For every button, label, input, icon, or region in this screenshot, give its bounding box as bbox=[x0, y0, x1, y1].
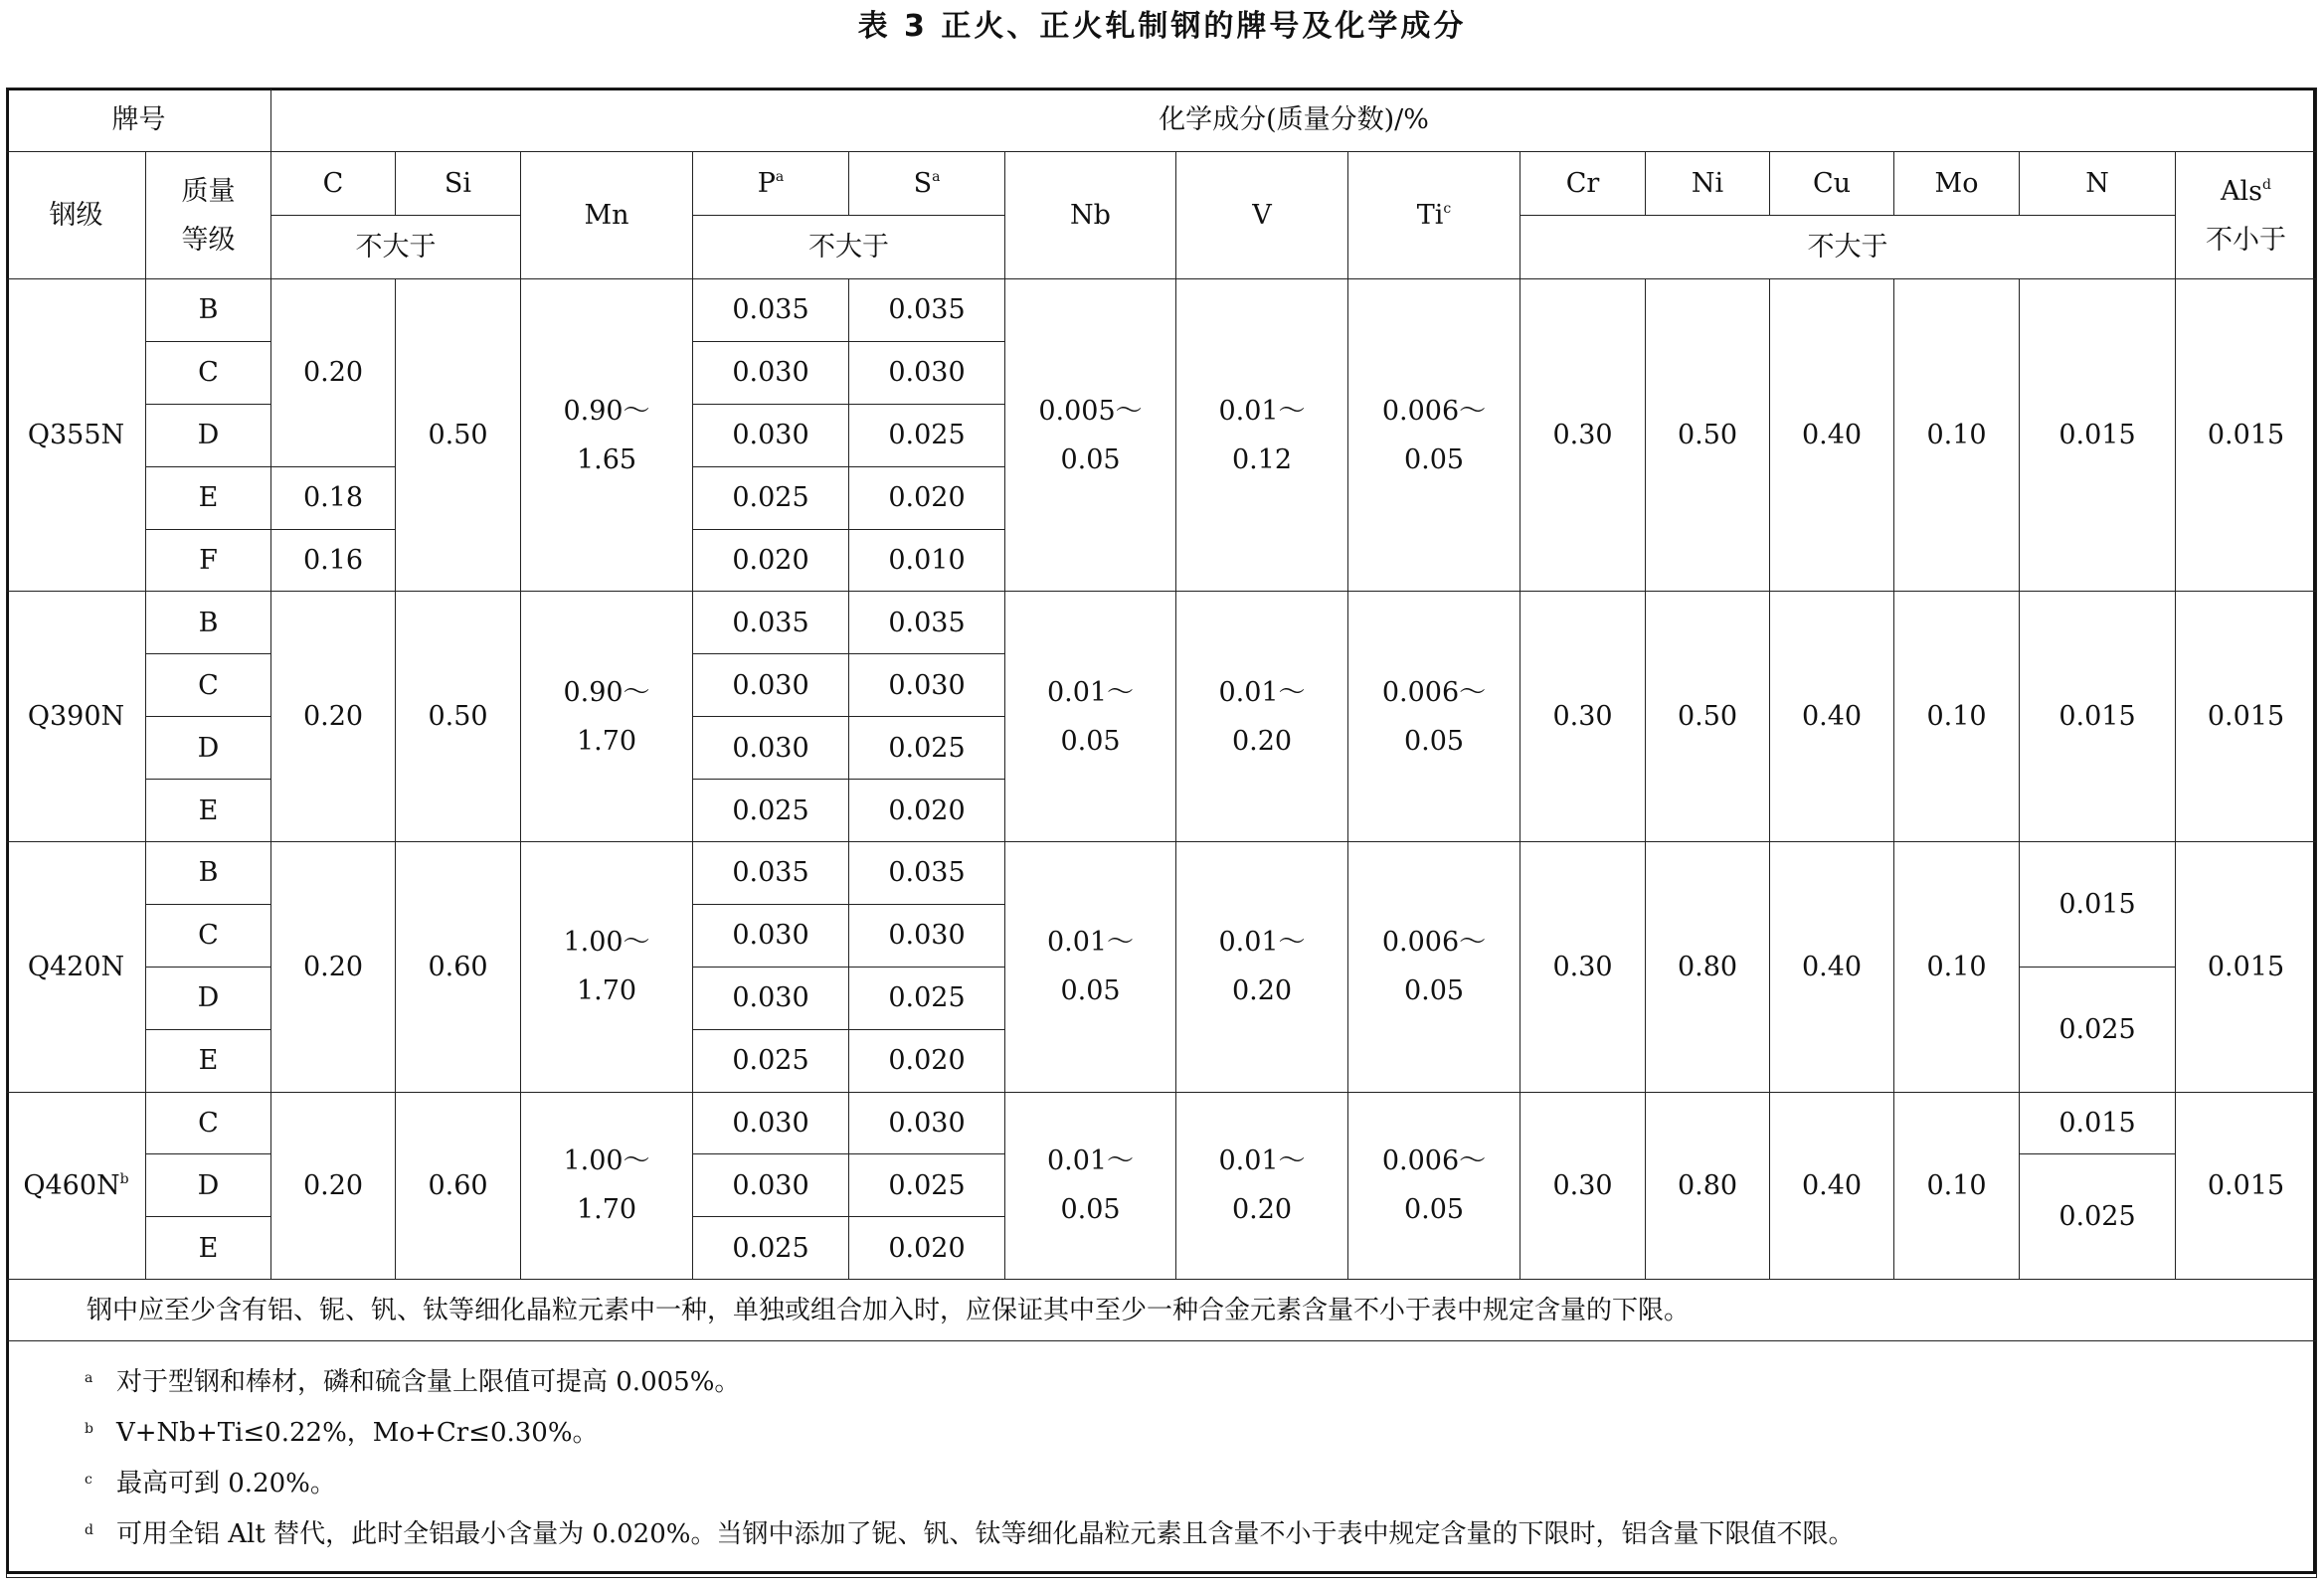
cr-cell: 0.30 bbox=[1520, 1092, 1646, 1280]
p-cell: 0.020 bbox=[693, 529, 849, 592]
p-cell: 0.030 bbox=[693, 654, 849, 717]
ni-cell: 0.50 bbox=[1646, 592, 1770, 842]
footnote-mark: c bbox=[85, 1472, 92, 1489]
mo-cell: 0.10 bbox=[1894, 592, 2020, 842]
mn-min: 0.90～ bbox=[563, 676, 650, 708]
ti-min: 0.006～ bbox=[1381, 676, 1487, 708]
p-cell: 0.030 bbox=[693, 404, 849, 466]
s-cell: 0.035 bbox=[849, 279, 1005, 342]
ti-cell bbox=[1348, 1092, 1520, 1280]
quality-grade-cell: D bbox=[146, 404, 271, 466]
quality-grade-cell: C bbox=[146, 341, 271, 404]
ti-max: 0.05 bbox=[1403, 1194, 1465, 1226]
si-cell: 0.60 bbox=[396, 842, 521, 1093]
als-cell: 0.015 bbox=[2176, 279, 2317, 592]
cu-cell: 0.40 bbox=[1770, 842, 1894, 1093]
cu-cell: 0.40 bbox=[1770, 279, 1894, 592]
p-cell: 0.030 bbox=[693, 904, 849, 967]
v-cell bbox=[1176, 279, 1348, 592]
mn-max: 1.65 bbox=[576, 443, 637, 475]
footnote-mark: a bbox=[85, 1370, 93, 1387]
ti-min: 0.006～ bbox=[1381, 927, 1487, 959]
footnote-d bbox=[85, 1509, 2316, 1560]
mn-min: 1.00～ bbox=[563, 927, 650, 959]
nb-min: 0.01～ bbox=[1046, 1145, 1135, 1177]
nb-cell bbox=[1005, 592, 1176, 842]
p-cell: 0.025 bbox=[693, 1029, 849, 1092]
cu-cell: 0.40 bbox=[1770, 1092, 1894, 1280]
header-s-text: S bbox=[913, 168, 933, 199]
header-cr: Cr bbox=[1520, 152, 1646, 216]
footnote-c bbox=[85, 1459, 2316, 1509]
ti-min: 0.006～ bbox=[1381, 395, 1487, 427]
c-cell: 0.16 bbox=[271, 529, 396, 592]
steel-grade-text: Q460N bbox=[23, 1169, 120, 1201]
cr-cell: 0.30 bbox=[1520, 842, 1646, 1093]
header-mo: Mo bbox=[1894, 152, 2020, 216]
chemical-composition-table bbox=[6, 88, 2317, 1578]
footnote-text: V+Nb+Ti≤0.22%，Mo+Cr≤0.30%。 bbox=[116, 1418, 599, 1449]
ti-max: 0.05 bbox=[1403, 975, 1465, 1007]
ti-max: 0.05 bbox=[1403, 725, 1465, 757]
header-ni: Ni bbox=[1646, 152, 1770, 216]
n-cell: 0.015 bbox=[2020, 842, 2176, 968]
table-row bbox=[7, 842, 2317, 905]
p-cell: 0.035 bbox=[693, 279, 849, 342]
header-als bbox=[2176, 152, 2317, 279]
header-p bbox=[693, 152, 849, 216]
v-min: 0.01～ bbox=[1218, 395, 1306, 427]
mn-min: 0.90～ bbox=[563, 395, 650, 427]
mn-cell bbox=[521, 279, 693, 592]
header-not-less: 不小于 bbox=[2206, 224, 2287, 256]
ti-min: 0.006～ bbox=[1381, 1145, 1487, 1177]
p-cell: 0.035 bbox=[693, 592, 849, 654]
header-cu: Cu bbox=[1770, 152, 1894, 216]
p-cell: 0.030 bbox=[693, 1154, 849, 1217]
s-cell: 0.025 bbox=[849, 717, 1005, 780]
steel-grade-cell: Q355N bbox=[7, 279, 146, 592]
header-p-text: P bbox=[757, 168, 776, 199]
footnote-b bbox=[85, 1408, 2316, 1459]
nb-min: 0.01～ bbox=[1046, 927, 1135, 959]
als-cell: 0.015 bbox=[2176, 1092, 2317, 1280]
header-row-2 bbox=[7, 152, 2317, 216]
c-cell: 0.20 bbox=[271, 1092, 396, 1280]
footnote-a bbox=[85, 1357, 2316, 1408]
mo-cell: 0.10 bbox=[1894, 279, 2020, 592]
s-cell: 0.035 bbox=[849, 592, 1005, 654]
nb-max: 0.05 bbox=[1060, 725, 1121, 757]
quality-grade-cell: D bbox=[146, 1154, 271, 1217]
n-cell: 0.015 bbox=[2020, 279, 2176, 592]
table-note: 钢中应至少含有铝、铌、钒、钛等细化晶粒元素中一种，单独或组合加入时，应保证其中至少一种合金元素含量不小于表中规定含量的下限。 bbox=[7, 1280, 2317, 1341]
c-cell: 0.20 bbox=[271, 279, 396, 467]
v-min: 0.01～ bbox=[1218, 1145, 1306, 1177]
p-cell: 0.030 bbox=[693, 967, 849, 1029]
header-row-1 bbox=[7, 88, 2317, 152]
nb-cell bbox=[1005, 279, 1176, 592]
p-cell: 0.035 bbox=[693, 842, 849, 905]
s-cell: 0.035 bbox=[849, 842, 1005, 905]
header-ti-text: Ti bbox=[1416, 200, 1444, 231]
header-quality-grade bbox=[146, 152, 271, 279]
quality-grade-cell: E bbox=[146, 1029, 271, 1092]
n-cell: 0.025 bbox=[2020, 1154, 2176, 1280]
ni-cell: 0.80 bbox=[1646, 842, 1770, 1093]
mn-max: 1.70 bbox=[576, 975, 637, 1007]
nb-max: 0.05 bbox=[1060, 975, 1121, 1007]
header-crn-not-greater: 不大于 bbox=[1520, 216, 2176, 279]
n-cell: 0.015 bbox=[2020, 592, 2176, 842]
s-cell: 0.020 bbox=[849, 1217, 1005, 1280]
footnote-text: 对于型钢和棒材，磷和硫含量上限值可提高 0.005%。 bbox=[116, 1367, 741, 1398]
steel-grade-cell: Q390N bbox=[7, 592, 146, 842]
s-cell: 0.020 bbox=[849, 1029, 1005, 1092]
mn-max: 1.70 bbox=[576, 1194, 637, 1226]
s-cell: 0.025 bbox=[849, 1154, 1005, 1217]
v-min: 0.01～ bbox=[1218, 676, 1306, 708]
table-title: 表 3 正火、正火轧制钢的牌号及化学成分 bbox=[857, 9, 1467, 44]
footnote-text: 可用全铝 Alt 替代，此时全铝最小含量为 0.020%。当钢中添加了铌、钒、钛等细化晶粒元素且含量不小于表中规定含量的下限时，铝含量下限值不限。 bbox=[116, 1519, 1855, 1550]
p-cell: 0.030 bbox=[693, 717, 849, 780]
header-n: N bbox=[2020, 152, 2176, 216]
mn-cell bbox=[521, 592, 693, 842]
si-cell: 0.60 bbox=[396, 1092, 521, 1280]
v-min: 0.01～ bbox=[1218, 927, 1306, 959]
n-cell: 0.015 bbox=[2020, 1092, 2176, 1154]
quality-grade-cell: E bbox=[146, 466, 271, 529]
footnote-ref-c: c bbox=[1443, 201, 1452, 217]
nb-cell bbox=[1005, 842, 1176, 1093]
als-cell: 0.015 bbox=[2176, 592, 2317, 842]
quality-grade-cell: E bbox=[146, 1217, 271, 1280]
ti-max: 0.05 bbox=[1403, 443, 1465, 475]
nb-max: 0.05 bbox=[1060, 1194, 1121, 1226]
footnote-mark: b bbox=[85, 1421, 93, 1438]
n-cell: 0.025 bbox=[2020, 967, 2176, 1092]
v-cell bbox=[1176, 592, 1348, 842]
footnote-mark: d bbox=[85, 1522, 93, 1539]
ti-cell bbox=[1348, 279, 1520, 592]
note-row bbox=[7, 1280, 2317, 1341]
s-cell: 0.020 bbox=[849, 780, 1005, 842]
quality-grade-cell: C bbox=[146, 1092, 271, 1154]
mn-cell bbox=[521, 1092, 693, 1280]
table-row bbox=[7, 279, 2317, 342]
v-cell bbox=[1176, 842, 1348, 1093]
v-max: 0.20 bbox=[1231, 725, 1293, 757]
p-cell: 0.025 bbox=[693, 1217, 849, 1280]
footnote-ref-a: a bbox=[775, 169, 785, 185]
table-row bbox=[7, 592, 2317, 654]
v-max: 0.20 bbox=[1231, 975, 1293, 1007]
quality-grade-cell: B bbox=[146, 279, 271, 342]
cu-cell: 0.40 bbox=[1770, 592, 1894, 842]
s-cell: 0.025 bbox=[849, 404, 1005, 466]
quality-grade-cell: D bbox=[146, 967, 271, 1029]
header-mn: Mn bbox=[521, 152, 693, 279]
v-max: 0.20 bbox=[1231, 1194, 1293, 1226]
v-cell bbox=[1176, 1092, 1348, 1280]
header-cs-not-greater: 不大于 bbox=[271, 216, 521, 279]
s-cell: 0.030 bbox=[849, 654, 1005, 717]
nb-max: 0.05 bbox=[1060, 443, 1121, 475]
quality-grade-cell: D bbox=[146, 717, 271, 780]
mn-cell bbox=[521, 842, 693, 1093]
quality-grade-cell: C bbox=[146, 904, 271, 967]
c-cell: 0.20 bbox=[271, 842, 396, 1093]
nb-min: 0.01～ bbox=[1046, 676, 1135, 708]
footnote-text: 最高可到 0.20%。 bbox=[116, 1469, 336, 1499]
header-ti bbox=[1348, 152, 1520, 279]
header-c: C bbox=[271, 152, 396, 216]
si-cell: 0.50 bbox=[396, 279, 521, 592]
p-cell: 0.025 bbox=[693, 780, 849, 842]
ni-cell: 0.80 bbox=[1646, 1092, 1770, 1280]
quality-grade-cell: E bbox=[146, 780, 271, 842]
header-v: V bbox=[1176, 152, 1348, 279]
cr-cell: 0.30 bbox=[1520, 592, 1646, 842]
footnote-ref-a: a bbox=[932, 169, 941, 185]
header-designation: 牌号 bbox=[7, 88, 271, 152]
table-row bbox=[7, 1092, 2317, 1154]
cr-cell: 0.30 bbox=[1520, 279, 1646, 592]
s-cell: 0.010 bbox=[849, 529, 1005, 592]
c-cell: 0.20 bbox=[271, 592, 396, 842]
s-cell: 0.020 bbox=[849, 466, 1005, 529]
ti-cell bbox=[1348, 592, 1520, 842]
header-quality-grade-line1: 质量 bbox=[181, 175, 236, 207]
header-nb: Nb bbox=[1005, 152, 1176, 279]
si-cell: 0.50 bbox=[396, 592, 521, 842]
header-als-text: Als bbox=[2221, 175, 2263, 207]
footnote-ref-b: b bbox=[119, 1170, 129, 1187]
s-cell: 0.030 bbox=[849, 341, 1005, 404]
quality-grade-cell: B bbox=[146, 592, 271, 654]
quality-grade-cell: C bbox=[146, 654, 271, 717]
quality-grade-cell: B bbox=[146, 842, 271, 905]
footnotes-row bbox=[7, 1341, 2317, 1578]
nb-cell bbox=[1005, 1092, 1176, 1280]
mn-min: 1.00～ bbox=[563, 1145, 650, 1177]
s-cell: 0.030 bbox=[849, 904, 1005, 967]
mo-cell: 0.10 bbox=[1894, 1092, 2020, 1280]
header-steel-grade: 钢级 bbox=[7, 152, 146, 279]
als-cell: 0.015 bbox=[2176, 842, 2317, 1093]
ti-cell bbox=[1348, 842, 1520, 1093]
ni-cell: 0.50 bbox=[1646, 279, 1770, 592]
steel-grade-cell bbox=[7, 1092, 146, 1280]
quality-grade-cell: F bbox=[146, 529, 271, 592]
s-cell: 0.025 bbox=[849, 967, 1005, 1029]
header-ps-not-greater: 不大于 bbox=[693, 216, 1005, 279]
header-quality-grade-line2: 等级 bbox=[181, 224, 236, 256]
p-cell: 0.030 bbox=[693, 341, 849, 404]
c-cell: 0.18 bbox=[271, 466, 396, 529]
header-s bbox=[849, 152, 1005, 216]
s-cell: 0.030 bbox=[849, 1092, 1005, 1154]
nb-min: 0.005～ bbox=[1038, 395, 1143, 427]
mn-max: 1.70 bbox=[576, 725, 637, 757]
header-si: Si bbox=[396, 152, 521, 216]
p-cell: 0.025 bbox=[693, 466, 849, 529]
footnotes bbox=[7, 1341, 2317, 1578]
header-chemical-composition: 化学成分(质量分数)/% bbox=[271, 88, 2317, 152]
mo-cell: 0.10 bbox=[1894, 842, 2020, 1093]
footnote-ref-d: d bbox=[2262, 176, 2271, 193]
steel-grade-cell: Q420N bbox=[7, 842, 146, 1093]
v-max: 0.12 bbox=[1231, 443, 1293, 475]
p-cell: 0.030 bbox=[693, 1092, 849, 1154]
